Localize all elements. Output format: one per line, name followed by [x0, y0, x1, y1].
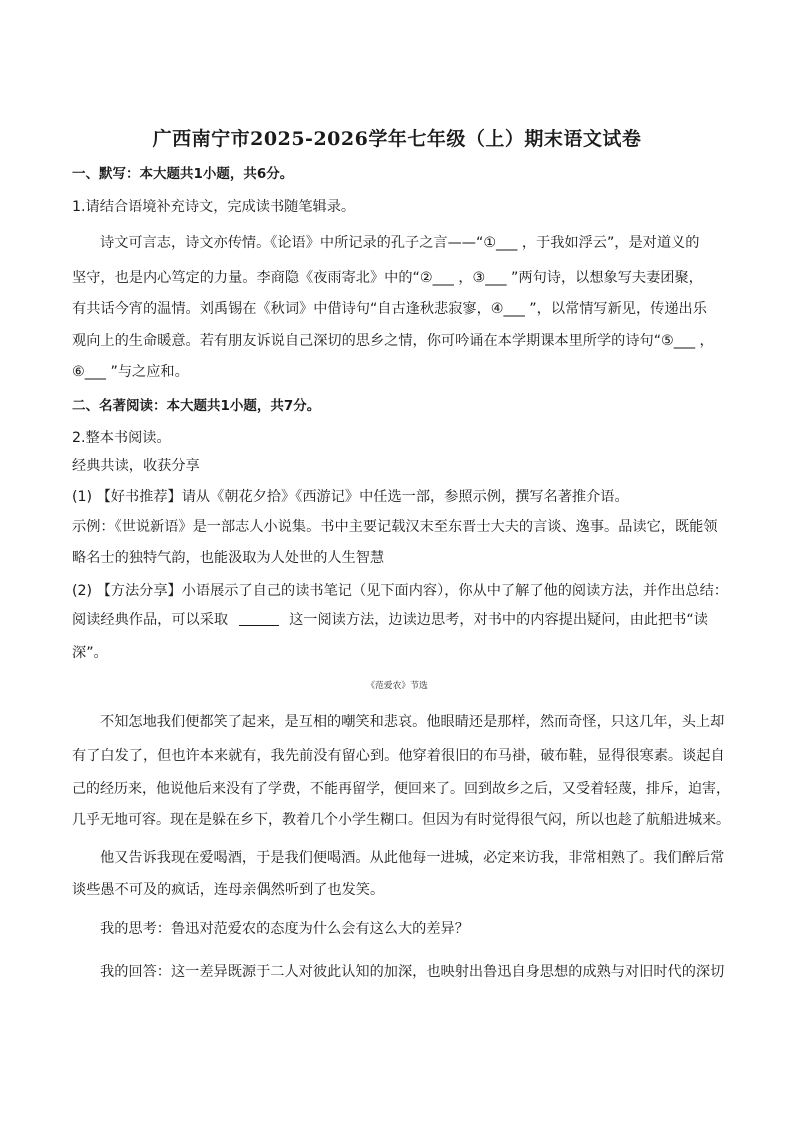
excerpt-line: 谈些愚不可及的疯话，连母亲偶然听到了也发笑。 — [72, 882, 385, 898]
excerpt-line: 己的经历来，他说他后来没有了学费，不能再留学，便回来了。回到故乡之后，又受着轻蔑，排斥，迫害， — [72, 781, 730, 797]
q2-part2-line — [72, 610, 708, 630]
q2-part2-suffix: 这一阅读方法，边读边思考，对书中的内容提出疑问，由此把书“读 — [289, 612, 708, 628]
answer-line: 我的回答：这一差异既源于二人对彼此认知的加深，也映射出鲁迅自身思想的成熟与对旧时代的深切 — [100, 964, 725, 980]
question1-prompt: 1.请结合语境补充诗文，完成读书随笔辑录。 — [72, 199, 356, 215]
q1-text-line: 观向上的生命暖意。若有朋友诉说自己深切的思乡之情，你可吟诵在本学期课本里所学的诗句“⑤___ ， — [72, 333, 714, 349]
excerpt-title: 《范爱农》节选 — [366, 681, 428, 691]
excerpt-line: 有了白发了，但也许本来就有，我先前没有留心到。他穿着很旧的布马褂，破布鞋，显得很寒素。谈起自 — [72, 748, 725, 764]
excerpt-line: 几乎无地可容。现在是躲在乡下，教着几个小学生糊口。但因为有时觉得很气闷，所以也趁了航船进城来。 — [72, 812, 730, 828]
q2-example-line: 示例：《世说新语》是一部志人小说集。书中主要记载汉末至东晋士大夫的言谈、逸事。品读它，既能领 — [72, 519, 718, 535]
q2-part1: (1) 【好书推荐】请从《朝花夕拾》《西游记》中任选一部，参照示例，撰写名著推介语。 — [72, 489, 629, 505]
q1-text-line: 诗文可言志，诗文亦传情。《论语》中所记录的孔子之言——“①___ ，于我如浮云”，是对道义的 — [100, 235, 700, 251]
section2-heading: 二、名著阅读：本大题共1小题，共7分。 — [72, 398, 321, 414]
q1-text-line: ⑥___ ”与之应和。 — [72, 364, 189, 380]
thinking-line: 我的思考：鲁迅对范爱农的态度为什么会有这么大的差异？ — [100, 921, 469, 937]
excerpt-line: 不知怎地我们便都笑了起来，是互相的嘲笑和悲哀。他眼睛还是那样，然而奇怪，只这几年，头上却 — [100, 714, 725, 730]
q1-text-line: 坚守，也是内心笃定的力量。李商隐《夜雨寄北》中的“②___ ，③___ ”两句诗，以想象写夫妻团聚， — [72, 270, 703, 286]
question2-prompt: 2.整本书阅读。 — [72, 430, 171, 446]
q2-example-line: 略名士的独特气韵，也能汲取为人处世的人生智慧 — [72, 550, 385, 566]
q1-text-line: 有共话今宵的温情。刘禹锡在《秋词》中借诗句“自古逢秋悲寂寥，④___ ”，以常情写新见，传递出乐 — [72, 301, 707, 317]
excerpt-line: 他又告诉我现在爱喝酒，于是我们便喝酒。从此他每一进城，必定来访我，非常相熟了。我们醉后常 — [100, 850, 725, 866]
q2-part2-line: (2) 【方法分享】小语展示了自己的读书笔记（见下面内容），你从中了解了他的阅读方法，并作出总结： — [72, 583, 728, 599]
section2-subtitle: 经典共读，收获分享 — [72, 458, 200, 474]
q2-part2-line: 深”。 — [72, 645, 108, 661]
q2-part2-prefix: 阅读经典作品，可以采取 — [72, 612, 229, 628]
answer-blank[interactable] — [239, 611, 279, 626]
section1-heading: 一、默写：本大题共1小题，共6分。 — [72, 166, 294, 182]
page-title: 广西南宁市2025-2026学年七年级（上）期末语文试卷 — [152, 128, 642, 150]
